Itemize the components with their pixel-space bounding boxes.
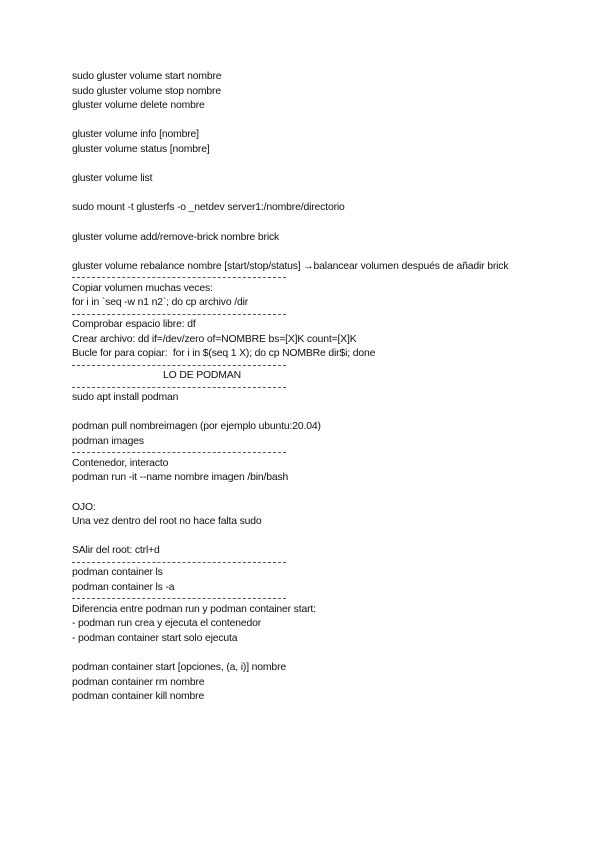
text-line: for i in `seq -w n1 n2`; do cp archivo /dir bbox=[72, 297, 249, 309]
text-line: podman run -it --name nombre imagen /bin/bash bbox=[72, 472, 289, 484]
blank-line bbox=[72, 530, 542, 545]
separator-line bbox=[72, 384, 542, 391]
text-line: Copiar volumen muchas veces: bbox=[72, 282, 213, 294]
text-line: Crear archivo: dd if=/dev/zero of=NOMBRE bs=[X]K count=[X]K bbox=[72, 333, 357, 345]
text-line: Diferencia entre podman run y podman container start: bbox=[72, 603, 316, 615]
text-line: podman images bbox=[72, 435, 144, 447]
separator-line bbox=[72, 449, 542, 456]
text-line: - podman container start solo ejecuta bbox=[72, 632, 238, 644]
separator-line bbox=[72, 595, 542, 602]
text-line: Una vez dentro del root no hace falta sudo bbox=[72, 516, 262, 528]
blank-line bbox=[72, 486, 542, 501]
blank-line bbox=[72, 187, 542, 202]
text-line: SAlir del root: ctrl+d bbox=[72, 545, 160, 557]
text-line: gluster volume delete nombre bbox=[72, 100, 205, 112]
text-line: sudo gluster volume start nombre bbox=[72, 71, 222, 82]
text-line: podman container rm nombre bbox=[72, 676, 205, 688]
section-heading: LO DE PODMAN bbox=[163, 370, 241, 382]
text-line: gluster volume add/remove-brick nombre brick bbox=[72, 231, 280, 243]
text-line: sudo mount -t glusterfs -o _netdev server1:/nombre/directorio bbox=[72, 202, 345, 214]
separator-line bbox=[72, 311, 542, 318]
blank-line bbox=[72, 406, 542, 421]
blank-line bbox=[72, 216, 542, 231]
text-line: gluster volume info [nombre] bbox=[72, 129, 199, 141]
separator-line bbox=[72, 362, 542, 369]
text-line: gluster volume list bbox=[72, 173, 153, 185]
text-line: Bucle for para copiar: for i in $(seq 1 X); do cp NOMBRe dir$i; done bbox=[72, 348, 376, 360]
text-line: podman container ls -a bbox=[72, 581, 175, 593]
blank-line bbox=[72, 245, 542, 260]
text-line: podman container ls bbox=[72, 567, 163, 579]
text-line: sudo apt install podman bbox=[72, 392, 179, 404]
text-line: gluster volume rebalance nombre [start/stop/status] →balancear volumen después de añadir brick bbox=[72, 260, 509, 272]
blank-line bbox=[72, 646, 542, 661]
blank-line bbox=[72, 158, 542, 173]
text-line: podman container start [opciones, (a, i)] nombre bbox=[72, 662, 287, 674]
text-line: - podman run crea y ejecuta el contenedor bbox=[72, 618, 262, 630]
document-body bbox=[72, 70, 542, 705]
separator-line bbox=[72, 559, 542, 566]
text-line: Comprobar espacio libre: df bbox=[72, 319, 196, 331]
text-line: Contenedor, interacto bbox=[72, 457, 169, 469]
text-line: OJO: bbox=[72, 501, 96, 513]
text-line: podman container kill nombre bbox=[72, 691, 205, 703]
text-line: podman pull nombreimagen (por ejemplo ubuntu:20.04) bbox=[72, 421, 321, 433]
separator-line bbox=[72, 274, 542, 281]
blank-line bbox=[72, 114, 542, 129]
text-line: sudo gluster volume stop nombre bbox=[72, 85, 221, 97]
text-line: gluster volume status [nombre] bbox=[72, 143, 210, 155]
